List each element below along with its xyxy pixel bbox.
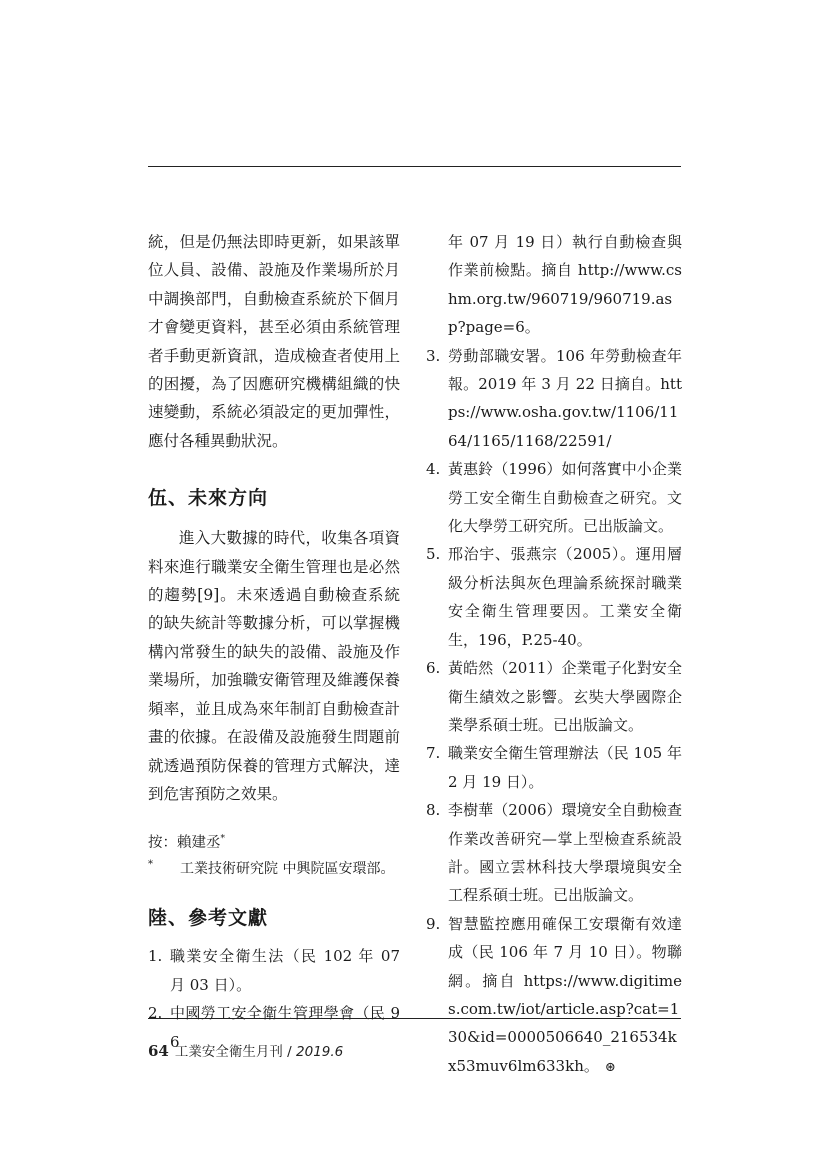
reference-text: 年 07 月 19 日）執行自動檢查與作業前檢點。摘自 http://www.cshm.org.tw/960719/960719.asp?page=6。 (448, 233, 682, 337)
reference-text: 邢治宇、張燕宗（2005）。運用層級分析法與灰色理論系統探討職業安全衛生管理要因。工業安全衛生，196，P.25-40。 (448, 545, 682, 649)
affiliation-footnote-mark: * (148, 859, 153, 871)
page-footer (148, 1040, 343, 1060)
reference-number: 2. (148, 1004, 163, 1023)
paragraph-continuation: 統，但是仍無法即時更新，如果該單位人員、設備、設施及作業場所於月中調換部門，自動檢查系統於下個月才會變更資料，甚至必須由系統管理者手動更新資訊，造成檢查者使用上的困擾，為了因應研究機構組織的快速變動，系統必須設定的更加彈性，應付各種異動狀況。 (148, 233, 400, 450)
page-number: 64 (148, 1042, 169, 1060)
reference-item (426, 739, 682, 796)
author-footnote-mark: * (220, 834, 225, 845)
end-of-article-icon: ⊛ (604, 1059, 616, 1075)
reference-item (148, 942, 400, 999)
reference-item (426, 342, 682, 456)
section-heading-references: 陸、參考文獻 (148, 907, 269, 930)
reference-text: 職業安全衛生管理辦法（民 105 年 2 月 19 日）。 (448, 744, 682, 791)
reference-item (426, 910, 682, 1082)
paragraph-future-directions: 進入大數據的時代，收集各項資料來進行職業安全衛生管理也是必然的趨勢[9]。未來透過自動檢查系統的缺失統計等數據分析，可以掌握機構內常發生的缺失的設備、設施及作業場所，加強職安衛管理及維護保養頻率，並且成為來年制訂自動檢查計畫的依據。在設備及設施發生問題前就透過預防保養的管理方式解決，達到危害預防之效果。 (148, 529, 400, 803)
reference-text: 李樹華（2006）環境安全自動檢查作業改善研究—掌上型檢查系統設計。國立雲林科技大學環境與安全工程系碩士班。已出版論文。 (448, 801, 682, 905)
reference-item (426, 540, 682, 654)
reference-number: 1. (148, 947, 163, 966)
author-affiliation (148, 858, 400, 880)
journal-name: 工業安全衛生月刊 (174, 1044, 283, 1060)
issue-date: 2019.6 (296, 1044, 344, 1060)
bottom-rule (148, 1018, 681, 1019)
author-name: 按：賴建丞 (148, 835, 221, 852)
reference-text: 黃惠鈴（1996）如何落實中小企業勞工安全衛生自動檢查之研究。文化大學勞工研究所。已出版論文。 (448, 460, 682, 536)
reference-text: 職業安全衛生法（民 102 年 07 月 03 日）。 (170, 947, 400, 994)
section-heading-future-directions: 伍、未來方向 (148, 487, 269, 510)
reference-list-left (148, 942, 400, 1056)
reference-text: 勞動部職安署。106 年勞動檢查年報。2019 年 3 月 22 日摘自。https://www.osha.gov.tw/1106/1164/1165/1168/22591/ (448, 346, 682, 450)
reference-number: 3. (426, 346, 441, 365)
reference-number: 6. (426, 659, 441, 678)
reference-item (426, 455, 682, 540)
reference-number: 4. (426, 460, 441, 479)
reference-item (426, 654, 682, 739)
reference-number: 7. (426, 744, 441, 763)
reference-item (426, 796, 682, 910)
reference-list-right (426, 228, 682, 1082)
reference-text-body: 智慧監控應用確保工安環衛有效達成（民 106 年 7 月 10 日）。物聯網。摘自 https://www.digitimes.com.tw/iot/article.asp?cat=130&id=0000506640_216534kx53muv6lm633kh。 (448, 914, 682, 1075)
left-column (148, 228, 400, 1056)
reference-text: 中國勞工安全衛生管理學會（民 96 (170, 1004, 400, 1051)
reference-text: 黃皓然（2011）企業電子化對安全衛生績效之影響。玄奘大學國際企業學系碩士班。已出版論文。 (448, 659, 682, 734)
affiliation-text: 工業技術研究院 中興院區安環部。 (180, 861, 395, 878)
reference-item-continuation (426, 228, 682, 342)
reference-number: 9. (426, 914, 441, 933)
author-line (148, 828, 400, 854)
top-rule (148, 166, 681, 167)
reference-number: 8. (426, 801, 441, 820)
reference-number: 5. (426, 545, 441, 564)
right-column (426, 228, 682, 1082)
reference-text (448, 910, 682, 1082)
footer-separator: / (282, 1044, 297, 1060)
